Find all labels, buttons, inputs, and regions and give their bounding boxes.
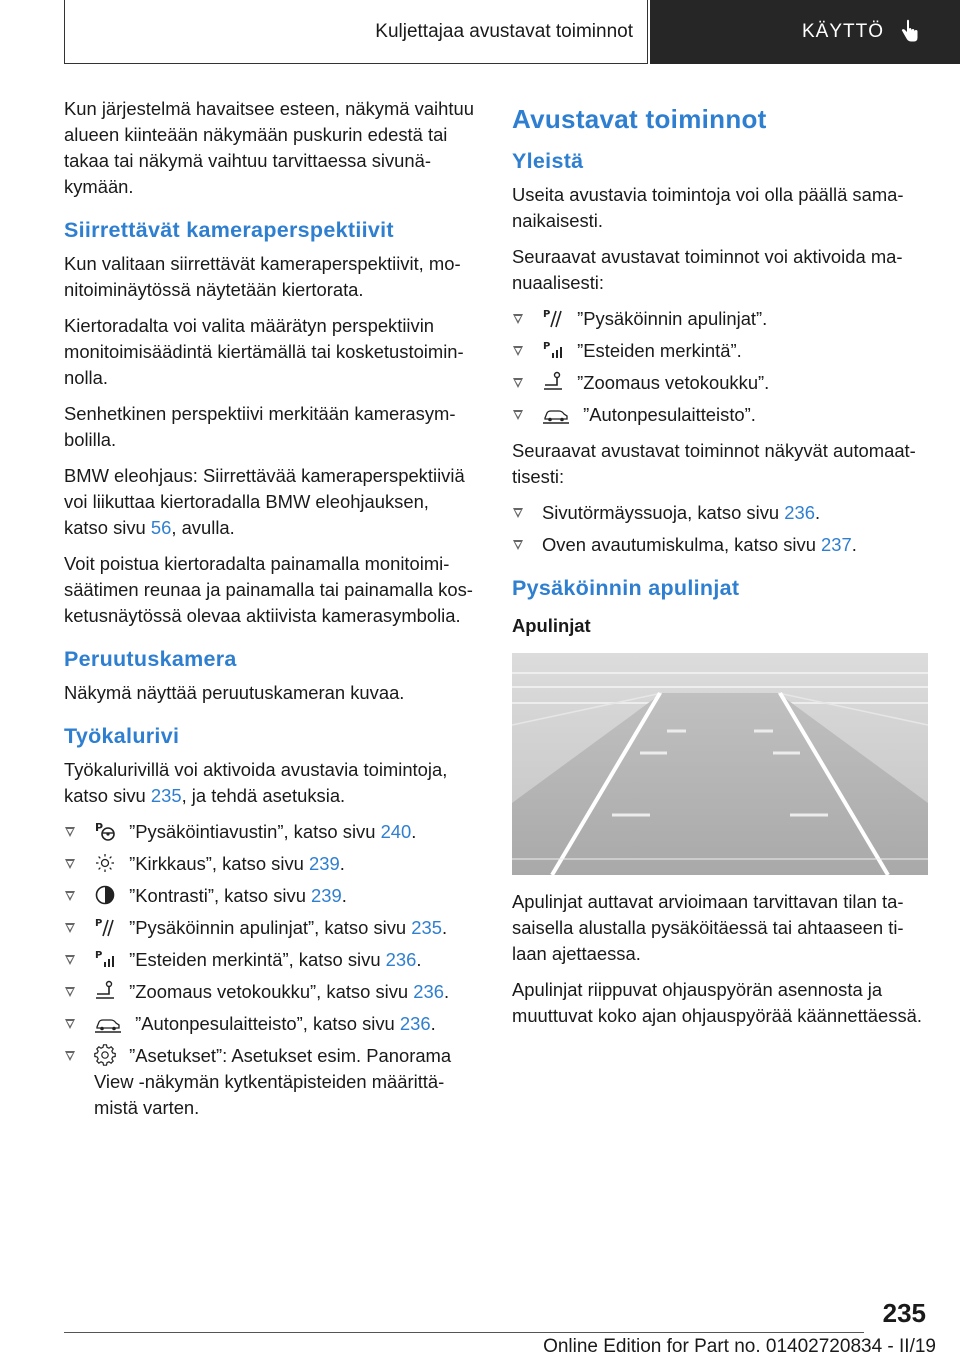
- tow-hitch-zoom-icon: [542, 371, 564, 393]
- heading-movable-perspectives: Siirrettävät kameraperspektiivit: [64, 218, 394, 242]
- parking-guidelines-icon: [542, 307, 564, 329]
- triangle-bullet-icon: [513, 410, 523, 420]
- triangle-bullet-icon: [513, 346, 523, 356]
- svg-text:P: P: [95, 950, 103, 961]
- obstacle-marking-icon: [542, 339, 564, 361]
- list-item: P ”Pysäköinnin apulinjat”.: [512, 306, 928, 332]
- chapter-label: KÄYTTÖ: [801, 21, 884, 42]
- list-item: P ”Pysäköintiavustin”, katso sivu 240.: [64, 819, 476, 845]
- list-item: P ”Esteiden merkintä”, katso sivu 236.: [64, 947, 476, 973]
- general-paragraph-1: Useita avustavia toimintoja voi olla päällä samanaikaisesti.: [512, 184, 904, 231]
- page-link[interactable]: 235: [411, 917, 442, 938]
- guidelines-camera-image: [512, 653, 928, 875]
- section-title: Kuljettajaa avustavat toiminnot: [375, 20, 633, 42]
- subheading-guidelines: Apulinjat: [512, 615, 591, 636]
- header-section-title-box: [64, 0, 648, 64]
- page-link[interactable]: 235: [150, 785, 182, 806]
- list-item: Sivutörmäyssuoja, katso sivu 236.: [512, 500, 928, 526]
- list-item: P ”Esteiden merkintä”.: [512, 338, 928, 364]
- list-item: ”Zoomaus vetokoukku”, katso sivu 236.: [64, 979, 476, 1005]
- list-item: ”Kirkkaus”, katso sivu 239.: [64, 851, 476, 877]
- obstacle-marking-icon: [94, 948, 116, 970]
- triangle-bullet-icon: [65, 891, 75, 901]
- svg-text:P: P: [95, 918, 103, 929]
- list-item: ”Zoomaus vetokoukku”.: [512, 370, 928, 396]
- heading-rear-camera: Peruutuskamera: [64, 647, 237, 671]
- general-paragraph-2: Seuraavat avustavat toiminnot voi aktivoida manuaalisesti:: [512, 246, 903, 293]
- movable-paragraph-4: BMW eleohjaus: Siirrettävää kameraperspektiiviä voi liikuttaa kiertoradalla BMW eleohjauksen, katso sivu 56, avulla.: [64, 465, 465, 538]
- automatic-functions-list: [512, 500, 928, 558]
- heading-parking-guidelines: Pysäköinnin apulinjat: [512, 576, 740, 600]
- settings-gear-icon: [94, 1044, 116, 1066]
- list-item: ”Kontrasti”, katso sivu 239.: [64, 883, 476, 909]
- page-link[interactable]: 56: [150, 517, 172, 538]
- right-column: [512, 96, 928, 1039]
- list-item: Oven avautumiskulma, katso sivu 237.: [512, 532, 928, 558]
- toolbar-list: [64, 819, 476, 1121]
- triangle-bullet-icon: [513, 508, 523, 518]
- car-wash-icon: [542, 403, 570, 425]
- movable-paragraph-1: Kun valitaan siirrettävät kameraperspektiivit, monitoiminäytössä näytetään kiertorata.: [64, 253, 461, 300]
- svg-text:P: P: [543, 341, 551, 352]
- triangle-bullet-icon: [513, 314, 523, 324]
- triangle-bullet-icon: [513, 378, 523, 388]
- heading-general: Yleistä: [512, 149, 584, 173]
- triangle-bullet-icon: [65, 923, 75, 933]
- manual-functions-list: [512, 306, 928, 428]
- heading-toolbar: Työkalurivi: [64, 724, 180, 748]
- movable-paragraph-3: Senhetkinen perspektiivi merkitään kamerasymbolilla.: [64, 403, 456, 450]
- guidelines-paragraph-1: Apulinjat auttavat arvioimaan tarvittavan tilan tasaisella alustalla pysäköitäessä tai ahtaaseen tilaan ajettaessa.: [512, 891, 904, 964]
- brightness-icon: [94, 852, 116, 874]
- svg-text:P: P: [95, 821, 104, 834]
- triangle-bullet-icon: [65, 987, 75, 997]
- movable-paragraph-5: Voit poistua kiertoradalta painamalla monitoimisäätimen reunaa ja painamalla tai painamalla kosketusnäytössä olevaa aktiivista kamerasymbolia.: [64, 553, 473, 626]
- page-link[interactable]: 239: [309, 853, 340, 874]
- left-column: [64, 96, 476, 1131]
- car-wash-icon: [94, 1012, 122, 1034]
- page-link[interactable]: 236: [784, 502, 815, 523]
- list-item: ”Autonpesulaitteisto”, katso sivu 236.: [64, 1011, 476, 1037]
- svg-text:P: P: [543, 309, 551, 320]
- contrast-icon: [94, 884, 116, 906]
- triangle-bullet-icon: [65, 955, 75, 965]
- page-number: 235: [882, 1298, 926, 1328]
- footer-divider: [64, 1332, 864, 1333]
- triangle-bullet-icon: [65, 1019, 75, 1029]
- triangle-bullet-icon: [65, 1051, 75, 1061]
- parking-guidelines-icon: [94, 916, 116, 938]
- page-link[interactable]: 236: [385, 949, 417, 970]
- movable-paragraph-2: Kiertoradalta voi valita määrätyn perspektiivin monitoimisäädintä kiertämällä tai kosketustoiminnolla.: [64, 315, 464, 388]
- page-link[interactable]: 237: [821, 534, 852, 555]
- triangle-bullet-icon: [65, 859, 75, 869]
- footer-edition: Online Edition for Part no. 01402720834 - II/19: [543, 1336, 936, 1357]
- rear-camera-text: Näkymä näyttää peruutuskameran kuvaa.: [64, 682, 405, 703]
- triangle-bullet-icon: [65, 827, 75, 837]
- toolbar-intro: Työkalurivillä voi aktivoida avustavia toimintoja, katso sivu 235, ja tehdä asetuksia.: [64, 759, 448, 806]
- page-link[interactable]: 236: [413, 981, 444, 1002]
- general-paragraph-3: Seuraavat avustavat toiminnot näkyvät automaattisesti:: [512, 440, 916, 487]
- list-item: ”Autonpesulaitteisto”.: [512, 402, 928, 428]
- parking-assistant-icon: [94, 820, 116, 842]
- list-item: ”Asetukset”: Asetukset esim. Panorama View -näkymän kytkentäpisteiden määrittämistä varten.: [64, 1043, 476, 1121]
- list-item: P ”Pysäköinnin apulinjat”, katso sivu 235.: [64, 915, 476, 941]
- triangle-bullet-icon: [513, 540, 523, 550]
- section-heading-assist-functions: Avustavat toiminnot: [512, 104, 767, 134]
- pointing-hand-icon: [898, 19, 920, 45]
- intro-paragraph: Kun järjestelmä havaitsee esteen, näkymä vaihtuu alueen kiinteään näkymään puskurin edestä tai takaa tai näkymä vaihtuu tarvittaessa sivunäkymään.: [64, 98, 474, 197]
- tow-hitch-zoom-icon: [94, 980, 116, 1002]
- page-link[interactable]: 239: [311, 885, 342, 906]
- guidelines-paragraph-2: Apulinjat riippuvat ohjauspyörän asennosta ja muuttuvat koko ajan ohjauspyörää käännettäessä.: [512, 979, 922, 1026]
- header-chapter-tab[interactable]: [650, 0, 960, 64]
- page-link[interactable]: 240: [380, 821, 412, 842]
- page-link[interactable]: 236: [399, 1013, 431, 1034]
